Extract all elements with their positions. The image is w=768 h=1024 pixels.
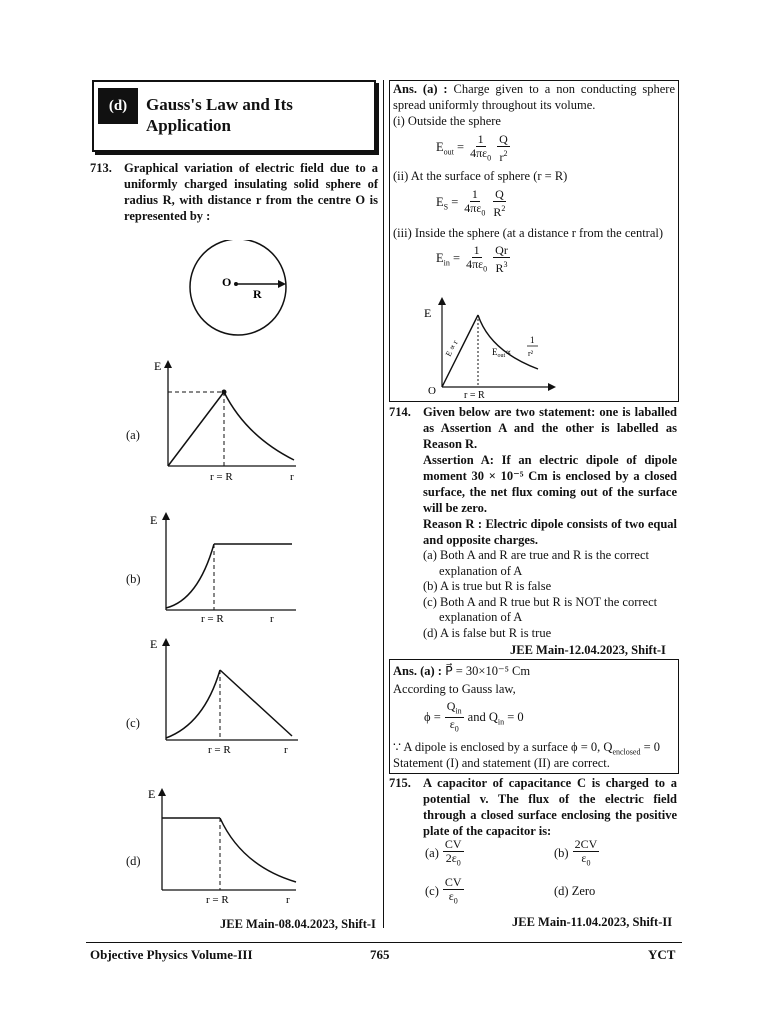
- ans714-eq: ϕ = $\frac{Q_{in}}{\varepsilon_0}$ and $Q_{in} = 0$: [424, 699, 524, 734]
- ans713-case3: (iii) Inside the sphere (at a distance r from the central): [393, 226, 664, 240]
- sphere-figure: [180, 240, 300, 340]
- q715-reference: JEE Main-11.04.2023, Shift-II: [512, 915, 673, 929]
- q714-option-a: (a) Both A and R are true and R is the correct explanation of A: [423, 548, 649, 578]
- footer-publisher: YCT: [648, 947, 676, 962]
- graph-a-r-label: r: [290, 471, 294, 483]
- ans713-eq3: $E_{in}$ = $\frac{1}{4\pi\varepsilon_0}$ $\frac{Qr}{R^3}$: [436, 243, 508, 276]
- q714-option-c: (c) Both A and R true but R is NOT the correct explanation of A: [423, 594, 658, 624]
- q714-option-b: (b) A is true but R is false: [423, 579, 552, 593]
- q714-options: [423, 548, 679, 641]
- q714-number: 714.: [389, 405, 411, 419]
- ans713-case1: (i) Outside the sphere: [393, 114, 501, 128]
- footer-page-number: 765: [370, 947, 390, 962]
- q715-number: 715.: [389, 776, 411, 790]
- graph-d-e-label: E: [148, 787, 156, 801]
- ans714-label: Ans. (a) :: [393, 664, 442, 678]
- ans713-case2: (ii) At the surface of sphere (r = R): [393, 169, 568, 183]
- ans714-line2: ∵ A dipole is enclosed by a surface ϕ = 0, $Q_{enclosed} = 0$: [393, 740, 661, 757]
- svg-text:r = R: r = R: [464, 390, 485, 399]
- svg-text:E ∝ r: E ∝ r: [443, 338, 460, 358]
- q714-assertion: Assertion A: If an electric dipole of dipole moment 30 × 10⁻⁵ Cm is enclosed by a closed surface, the net flux coming out of the surface will be zero.: [423, 453, 677, 515]
- ans714-line3: Statement (I) and statement (II) are correct.: [393, 756, 610, 770]
- q714-reason: Reason R : Electric dipole consists of two equal and opposite charges.: [423, 517, 677, 547]
- ans713-label: Ans. (a) :: [393, 82, 448, 96]
- ans713-graph: [420, 291, 560, 399]
- section-title: Gauss's Law and Its Application: [146, 95, 293, 135]
- q714-line1: Given below are two statement: one is laballed as Assertion A and the other is labelled as Reason R.: [423, 405, 677, 451]
- graph-c-r-label: r: [284, 744, 288, 756]
- q714-option-d: (d) A is false but R is true: [423, 625, 552, 640]
- graph-b-r-label: r: [270, 613, 274, 625]
- q713-reference: JEE Main-08.04.2023, Shift-I: [220, 917, 376, 931]
- graph-c: [146, 632, 306, 760]
- q715-option-b: (b) $\frac{2CV}{\varepsilon_0}$: [554, 837, 598, 868]
- q713-option-d: (d): [126, 854, 141, 868]
- svg-text:1: 1: [530, 335, 535, 345]
- q713-text: Graphical variation of electric field due to a uniformly charged insulating solid sphere of radius R, with distance r from the centre O is represented by :: [124, 161, 378, 223]
- svg-text:E: E: [424, 306, 432, 320]
- radius-label: R: [253, 287, 262, 301]
- ans713-eq2: $E_S$ = $\frac{1}{4\pi\varepsilon_0}$ $\frac{Q}{R^2}$: [436, 187, 506, 220]
- q713-number: 713.: [90, 161, 112, 175]
- footer-book-title: Objective Physics Volume-III: [90, 947, 253, 962]
- q715-option-a: (a) $\frac{CV}{2\varepsilon_0}$: [425, 837, 462, 868]
- center-label: O: [222, 275, 232, 289]
- section-letter: (d): [98, 88, 138, 124]
- ans714-box: [389, 659, 679, 774]
- column-divider: [383, 80, 384, 928]
- graph-d-r-label: r: [286, 894, 290, 906]
- q713-option-a: (a): [126, 428, 140, 442]
- ans713-eq1: $E_{out}$ = $\frac{1}{4\pi\varepsilon_0}$ $\frac{Q}{r^2}$: [436, 132, 508, 165]
- graph-b: [146, 508, 306, 628]
- svg-text:r²: r²: [528, 349, 534, 358]
- section-header: [92, 80, 376, 152]
- footer-rule: [86, 942, 682, 943]
- graph-b-rr-label: r = R: [201, 613, 224, 625]
- q715-option-c: (c) $\frac{CV}{\varepsilon_0}$: [425, 875, 462, 906]
- q713-option-b: (b): [126, 572, 141, 586]
- graph-b-e-label: E: [150, 513, 158, 527]
- q714-reference: JEE Main-12.04.2023, Shift-I: [510, 643, 666, 657]
- q715-text: A capacitor of capacitance C is charged to a potential v. The flux of the electric field through a closed surface enclosing the positive plate of the capacitor is:: [423, 776, 677, 838]
- ans714-p-expr: P⃗ = 30×10⁻⁵ Cm: [445, 664, 531, 678]
- graph-a-e-label: E: [154, 359, 162, 373]
- ans714-line1: According to Gauss law,: [393, 682, 516, 696]
- graph-a: [146, 356, 306, 486]
- svg-text:O: O: [428, 385, 436, 397]
- graph-a-rr-label: r = R: [210, 471, 233, 483]
- graph-c-e-label: E: [150, 637, 158, 651]
- q713-option-c: (c): [126, 716, 140, 730]
- graph-c-rr-label: r = R: [208, 744, 231, 756]
- ans713-line1: Charge given to a non conducting sphere spread uniformly throughout its volume.: [393, 82, 676, 112]
- q715-option-d: (d) Zero: [554, 884, 596, 898]
- svg-text:Eout∝: $E_{out}\propto$: [492, 347, 512, 359]
- graph-d-rr-label: r = R: [206, 894, 229, 906]
- ans713-box: [389, 80, 679, 402]
- graph-d: [146, 784, 306, 910]
